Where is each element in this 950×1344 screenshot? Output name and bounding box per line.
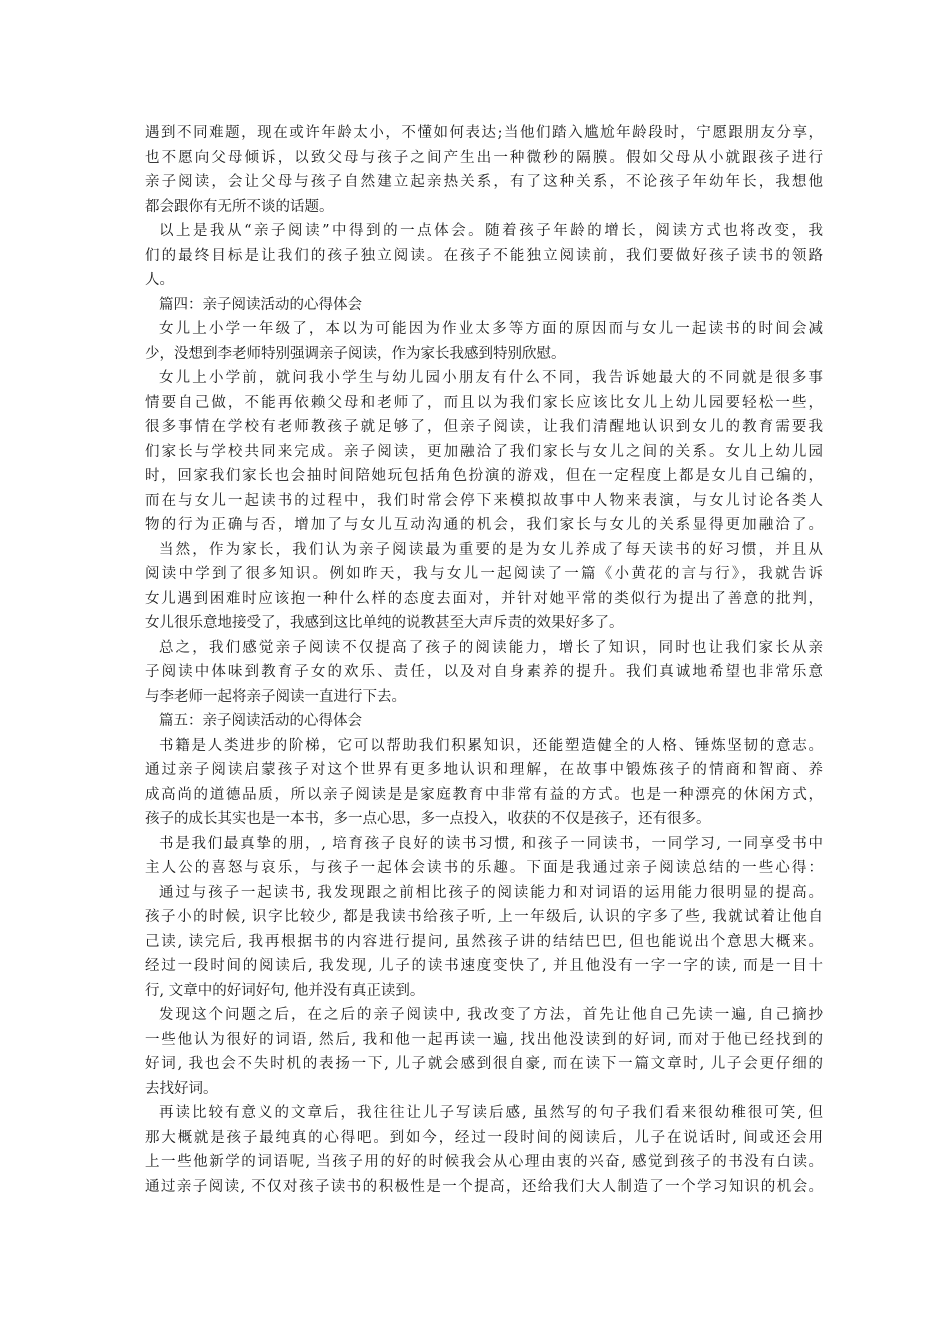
text-line: 己读, 读完后, 我再根据书的内容进行提问, 虽然孩子讲的结结巴巴, 但也能说出个意思大概来。 [145, 933, 823, 950]
section-heading: 篇四：亲子阅读活动的心得体会 [159, 296, 362, 313]
text-line: 时，回家我们家长也会抽时间陪她玩包括角色扮演的游戏，但在一定程度上都是女儿自己编的， [145, 468, 823, 484]
text-line: 与李老师一起将亲子阅读一直进行下去。 [145, 688, 406, 705]
text-line: 当然，作为家长，我们认为亲子阅读最为重要的是为女儿养成了每天读书的好习惯，并且从 [159, 541, 823, 558]
text-line: 情要自己做，不能再依赖父母和老师了，而且以为我们家长应该比女儿上幼儿园要轻松一些， [145, 394, 823, 411]
text-line: 亲子阅读，会让父母与孩子自然建立起亲热关系，有了这种关系，不论孩子年幼年长，我想他 [145, 174, 823, 190]
text-line: 再读比较有意义的文章后，我往往让儿子写读后感, 虽然写的句子我们看来很幼稚很可笑, 但 [159, 1105, 823, 1121]
document-body [145, 121, 823, 1199]
text-line: 孩子的成长其实也是一本书，多一点心思，多一点投入，收获的不仅是孩子，还有很多。 [145, 811, 711, 827]
text-line: 很多事情在学校有老师教孩子就足够了，但亲子阅读，让我们清醒地认识到女儿的教育需要我 [145, 419, 823, 435]
text-line: 那大概就是孩子最纯真的心得吧。到如今，经过一段时间的阅读后，儿子在说话时, 间或还会用 [145, 1129, 823, 1146]
text-line: 好词, 我也会不失时机的表扬一下, 儿子就会感到很自豪, 而在读下一篇文章时, 儿子会更仔细的 [145, 1056, 823, 1072]
text-line: 都会跟你有无所不谈的话题。 [145, 198, 334, 215]
text-line: 通过亲子阅读启蒙孩子对这个世界有更多地认识和理解，在故事中锻炼孩子的情商和智商、养 [145, 762, 823, 778]
text-line: 们的最终目标是让我们的孩子独立阅读。在孩子不能独立阅读前，我们要做好孩子读书的领路 [145, 247, 823, 264]
text-line: 上一些他新学的词语呢, 当孩子用的好的时候我会从心理由衷的兴奋, 感觉到孩子的书没有白读。 [145, 1154, 823, 1170]
text-line: 主人公的喜怒与哀乐，与孩子一起体会读书的乐趣。下面是我通过亲子阅读总结的一些心得： [145, 860, 823, 876]
text-line: 也不愿向父母倾诉，以致父母与孩子之间产生出一种微秒的隔膜。假如父母从小就跟孩子进行 [145, 149, 823, 166]
text-line: 女儿上小学前，就问我小学生与幼儿园小朋友有什么不同，我告诉她最大的不同就是很多事 [159, 370, 823, 386]
text-line: 发现这个问题之后，在之后的亲子阅读中, 我改变了方法，首先让他自己先读一遍, 自己摘抄 [159, 1007, 823, 1023]
text-line: 女儿很乐意地接受了，我感到这比单纯的说教甚至大声斥责的效果好多了。 [145, 615, 624, 631]
text-line: 子阅读中体味到教育子女的欢乐、责任，以及对自身素养的提升。我们真诚地希望也非常乐意 [145, 664, 823, 680]
text-line: 书籍是人类进步的阶梯，它可以帮助我们积累知识，还能塑造健全的人格、锤炼坚韧的意志。 [159, 737, 823, 754]
text-line: 去找好词。 [145, 1080, 218, 1097]
text-line: 一些他认为很好的词语, 然后, 我和他一起再读一遍, 找出他没读到的好词, 而对于他已经找到的 [145, 1031, 823, 1048]
text-line: 们家长与学校共同来完成。亲子阅读，更加融洽了我们家长与女儿之间的关系。女儿上幼儿园 [145, 443, 823, 460]
text-line: 物的行为正确与否，增加了与女儿互动沟通的机会，我们家长与女儿的关系显得更加融洽了。 [145, 517, 823, 533]
text-line: 经过一段时间的阅读后, 我发现, 儿子的读书速度变快了, 并且他没有一字一字的读, 而是一目十 [145, 958, 823, 974]
text-line: 孩子小的时候, 识字比较少, 都是我读书给孩子听, 上一年级后, 认识的字多了些, 我就试着让他自 [145, 909, 823, 925]
text-line: 通过与孩子一起读书, 我发现跟之前相比孩子的阅读能力和对词语的运用能力很明显的提高。 [159, 884, 823, 901]
text-line: 女儿遇到困难时应该抱一种什么样的态度去面对，并针对她平常的类似行为提出了善意的批判， [145, 590, 823, 607]
section-heading: 篇五：亲子阅读活动的心得体会 [159, 713, 362, 729]
text-line: 成高尚的道德品质，所以亲子阅读是是家庭教育中非常有益的方式。也是一种漂亮的休闲方式， [145, 786, 823, 803]
text-line: 而在与女儿一起读书的过程中，我们时常会停下来模拟故事中人物来表演，与女儿讨论各类人 [145, 492, 823, 509]
text-line: 书是我们最真挚的朋，, 培育孩子良好的读书习惯, 和孩子一同读书，一同学习, 一同享受书中 [159, 835, 823, 852]
text-line: 少，没想到李老师特别强调亲子阅读，作为家长我感到特别欣慰。 [145, 345, 566, 362]
text-line: 总之，我们感觉亲子阅读不仅提高了孩子的阅读能力，增长了知识，同时也让我们家长从亲 [159, 639, 823, 656]
text-line: 遇到不同难题，现在或许年龄太小，不懂如何表达;当他们踏入尴尬年龄段时，宁愿跟朋友分享， [145, 125, 823, 141]
text-line: 人。 [145, 272, 174, 288]
text-line: 行, 文章中的好词好句, 他并没有真正读到。 [145, 982, 425, 999]
text-line: 阅读中学到了很多知识。例如昨天，我与女儿一起阅读了一篇《小黄花的言与行》，我就告诉 [145, 566, 823, 582]
text-line: 以上是我从“亲子阅读”中得到的一点体会。随着孩子年龄的增长，阅读方式也将改变，我 [159, 223, 823, 239]
text-line: 女儿上小学一年级了，本以为可能因为作业太多等方面的原因而与女儿一起读书的时间会减 [159, 321, 823, 337]
text-line: 通过亲子阅读, 不仅对孩子读书的积极性是一个提高，还给我们大人制造了一个学习知识的机会。 [145, 1178, 823, 1195]
